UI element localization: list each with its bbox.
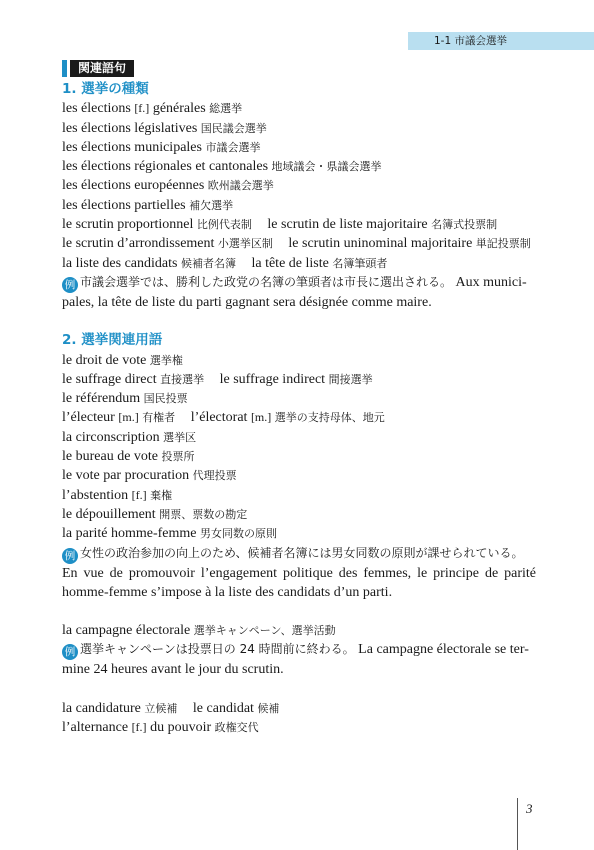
- term-fr: les élections municipales: [62, 139, 202, 155]
- term-pair-line: [62, 370, 536, 389]
- term-fr: les élections régionales et cantonales: [62, 159, 269, 175]
- term-jp: 補欠選挙: [189, 198, 234, 212]
- term-fr: la candidature: [62, 700, 141, 716]
- term-jp: 小選挙区制: [217, 237, 273, 251]
- section-header-tab: 1-1 市議会選挙: [408, 32, 594, 50]
- term-fr: la circonscription: [62, 429, 160, 445]
- term-jp: 政権交代: [214, 721, 259, 735]
- term-fr: les élections législatives: [62, 120, 198, 136]
- term-line: [62, 718, 536, 737]
- term-jp: 男女同数の原則: [200, 527, 277, 541]
- page-number: 3: [526, 801, 533, 816]
- term-jp: 国民投票: [143, 392, 188, 406]
- related-terms-badge: [62, 60, 134, 77]
- term-jp: 名簿式投票制: [431, 218, 498, 232]
- term-fr: le vote par procuration: [62, 468, 190, 484]
- term-line: [62, 157, 536, 176]
- term-fr: l’alternance: [62, 720, 129, 736]
- term-pair-line: [62, 215, 536, 234]
- term-line: [62, 176, 536, 195]
- gender-tag: [f.]: [131, 487, 147, 502]
- example-icon: 例: [62, 644, 78, 660]
- term-pair-line: [62, 699, 536, 718]
- term-fr: les élections: [62, 101, 131, 117]
- term-fr: le scrutin proportionnel: [62, 217, 194, 233]
- example-line: [62, 640, 536, 660]
- term-fr: le droit de vote: [62, 352, 147, 368]
- term-fr: le suffrage direct: [62, 371, 157, 387]
- term-fr: le dépouillement: [62, 506, 156, 522]
- term-fr: la campagne électorale: [62, 623, 191, 639]
- term-pair-line: [62, 254, 536, 273]
- page-number-rule: [517, 798, 518, 850]
- term-jp: 投票所: [161, 450, 195, 464]
- term-fr: les élections partielles: [62, 197, 186, 213]
- term-line: [62, 505, 536, 524]
- example-fr: pales, la tête de liste du parti gagnant sera désignée comme maire.: [62, 294, 432, 310]
- term-jp: 選挙キャンペーン、選挙活動: [193, 624, 336, 638]
- term-fr: le bureau de vote: [62, 449, 159, 465]
- term-jp: 開票、票数の勘定: [159, 507, 248, 521]
- term-jp: 立候補: [144, 701, 178, 715]
- term-line: [62, 486, 536, 505]
- term-line: [62, 621, 536, 640]
- term-pair-line: [62, 408, 536, 427]
- term-jp: 選挙の支持母体、地元: [274, 411, 385, 425]
- term-jp: 棄権: [150, 488, 173, 502]
- term-line: [62, 389, 536, 408]
- term-fr: les élections européennes: [62, 178, 205, 194]
- term-line: [62, 138, 536, 157]
- example-jp: 選挙キャンペーンは投票日の 24 時間前に終わる。: [80, 642, 355, 657]
- example-fr: Aux munici-: [455, 274, 527, 290]
- term-fr: le référendum: [62, 391, 141, 407]
- example-fr: La campagne électorale se ter-: [358, 642, 529, 658]
- term-jp: 欧州議会選挙: [207, 179, 274, 193]
- example-jp: 女性の政治参加の向上のため、候補者名簿には男女同数の原則が課せられている。: [80, 545, 524, 560]
- example-icon: 例: [62, 548, 78, 564]
- section-title-election-types: 1. 選挙の種類: [62, 81, 149, 97]
- badge-label: 関連語句: [70, 60, 134, 77]
- term-line: [62, 196, 536, 215]
- term-line: [62, 351, 536, 370]
- term-jp: 選挙区: [163, 430, 197, 444]
- term-fr: le scrutin de liste majoritaire: [267, 217, 428, 233]
- term-fr: le scrutin uninominal majoritaire: [288, 236, 473, 252]
- gender-tag: [f.]: [131, 720, 147, 735]
- term-jp: 総選挙: [209, 102, 243, 116]
- term-jp: 単記投票制: [475, 237, 531, 251]
- gender-tag: [m.]: [118, 410, 139, 425]
- term-jp: 候補: [257, 701, 280, 715]
- example-line: [62, 544, 536, 564]
- term-jp: 国民議会選挙: [200, 121, 267, 135]
- gender-tag: [f.]: [134, 101, 150, 116]
- term-fr: générales: [152, 101, 206, 117]
- gender-tag: [m.]: [250, 410, 272, 425]
- section-title-election-terms: 2. 選挙関連用語: [62, 332, 163, 349]
- example-jp: 市議会選挙では、勝利した政党の名簿の筆頭者は市長に選出される。: [80, 274, 453, 289]
- example-line: [62, 293, 536, 312]
- term-fr: le suffrage indirect: [219, 371, 326, 387]
- example-fr: En vue de promouvoir l’engagement politique des femmes, le principe de parité homme-femme s’impose à la liste des candidats d’un parti.: [62, 565, 536, 600]
- example-fr: mine 24 heures avant le jour du scrutin.: [62, 662, 284, 678]
- term-fr: l’abstention: [62, 487, 129, 503]
- page-content: [62, 80, 536, 737]
- term-line: [62, 428, 536, 447]
- term-line: [62, 447, 536, 466]
- term-line: [62, 524, 536, 543]
- term-fr: le scrutin d’arrondissement: [62, 236, 215, 252]
- term-fr: la liste des candidats: [62, 255, 178, 271]
- term-jp: 代理投票: [192, 469, 237, 483]
- term-jp: 選挙権: [149, 353, 183, 367]
- term-jp: 比例代表制: [196, 218, 252, 232]
- term-jp: 有権者: [142, 411, 176, 425]
- term-fr: la parité homme-femme: [62, 526, 197, 542]
- badge-accent-bar: [62, 60, 67, 77]
- term-jp: 名簿筆頭者: [332, 256, 388, 270]
- term-fr: l’électeur: [62, 410, 115, 426]
- term-jp: 間接選挙: [328, 372, 373, 386]
- term-jp: 市議会選挙: [205, 140, 261, 154]
- term-fr: le candidat: [192, 700, 254, 716]
- example-line: [62, 273, 536, 293]
- term-fr: l’électorat: [190, 410, 248, 426]
- term-jp: 候補者名簿: [180, 256, 236, 270]
- example-icon: 例: [62, 277, 78, 293]
- term-jp: 地域議会・県議会選挙: [271, 160, 382, 174]
- term-line: [62, 466, 536, 485]
- term-fr: du pouvoir: [150, 720, 212, 736]
- term-fr: la tête de liste: [251, 255, 329, 271]
- term-jp: 直接選挙: [160, 372, 205, 386]
- term-line: [62, 119, 536, 138]
- term-pair-line: [62, 234, 536, 253]
- example-line: [62, 660, 536, 679]
- term-line: [62, 99, 536, 118]
